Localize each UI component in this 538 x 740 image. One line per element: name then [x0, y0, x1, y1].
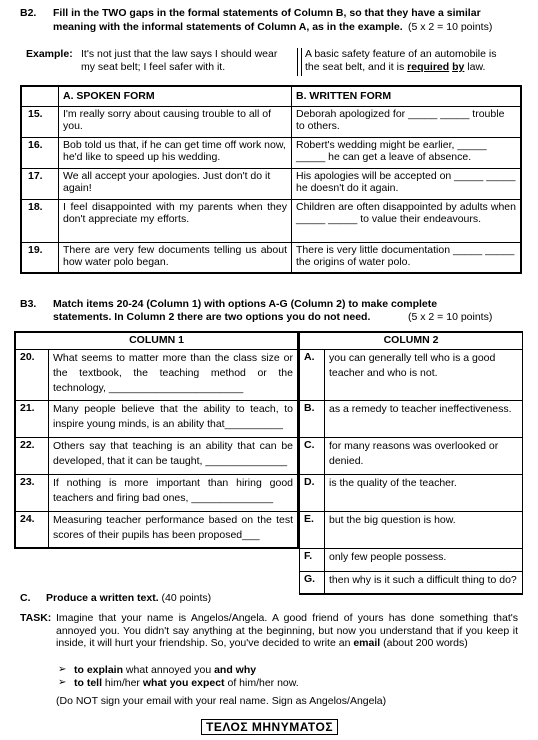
option-letter: C.	[300, 437, 325, 474]
row-number: 15.	[21, 106, 59, 137]
option-letter: A.	[300, 349, 325, 400]
option-text: but the big question is how.	[325, 511, 523, 548]
column1-header: COLUMN 1	[15, 332, 298, 349]
example-label: Example:	[26, 48, 73, 60]
written-form-cell[interactable]: There is very little documentation _____ _____ the origins of water polo.	[292, 242, 522, 273]
task-text: Imagine that your name is Angelos/Angela. A good friend of yours has done something that's annoyed you. You didn't say anything at the beginning, but now you understand that if you keep it inside, it will hurt your friendship. So, you've decided to write an email (about 200 words)	[56, 612, 518, 649]
spoken-form-cell: I'm really sorry about causing trouble to all of you.	[59, 106, 292, 137]
column2-header: COLUMN 2	[300, 332, 523, 349]
table-row	[21, 137, 521, 168]
item-text: Many people believe that the ability to teach, to inspire young minds, is an ability that__________	[49, 400, 299, 437]
option-text: then why is it such a difficult thing to do?	[325, 571, 523, 594]
arrow-bullet-icon: ➢	[58, 664, 67, 675]
written-form-cell[interactable]: Deborah apologized for _____ _____ trouble to others.	[292, 106, 522, 137]
row-number: 18.	[21, 199, 59, 242]
b2-instruction-line1: Fill in the TWO gaps in the formal statements of Column B, so that they have a similar	[53, 7, 481, 19]
b2-label: B2.	[20, 7, 37, 19]
list-item	[300, 571, 523, 594]
list-item	[15, 349, 298, 400]
item-number: 22.	[15, 437, 49, 474]
list-item	[15, 400, 298, 437]
spoken-form-cell: Bob told us that, if he can get time off work now, he'd like to speed up his wedding.	[59, 137, 292, 168]
item-number: 21.	[15, 400, 49, 437]
b2-points: (5 x 2 = 10 points)	[408, 21, 493, 33]
task-note: (Do NOT sign your email with your real name. Sign as Angelos/Angela)	[56, 695, 387, 707]
b2-header-num-cell	[21, 86, 59, 106]
written-form-cell[interactable]: Children are often disappointed by adults when _____ _____ to value their endeavours.	[292, 199, 522, 242]
b2-instruction-line2: meaning with the informal statements of Column A, as in the example.	[53, 21, 403, 33]
list-item	[15, 474, 298, 511]
task-email-word: email	[353, 637, 381, 649]
option-text: only few people possess.	[325, 548, 523, 571]
option-text: you can generally tell who is a good teacher and who is not.	[325, 349, 523, 400]
table-row	[21, 199, 521, 242]
list-item	[15, 437, 298, 474]
c-points: (40 points)	[161, 592, 212, 604]
list-item	[300, 474, 523, 511]
option-text: as a remedy to teacher ineffectiveness.	[325, 400, 523, 437]
task-bullet-explain: ➢ to explain what annoyed you and why	[58, 664, 257, 676]
list-item	[15, 511, 298, 548]
option-letter: E.	[300, 511, 325, 548]
option-letter: G.	[300, 571, 325, 594]
task-bullet-tell: ➢ to tell him/her what you expect of him/her now.	[58, 676, 299, 689]
item-text: If nothing is more important than hiring good teachers and firing bad ones, ______________	[49, 474, 299, 511]
item-text: What seems to matter more than the class size or the textbook, the teaching method or the technology, _______________________	[49, 349, 299, 400]
b2-table-header	[21, 86, 521, 106]
option-text: for many reasons was overlooked or denied.	[325, 437, 523, 474]
c-title-text: Produce a written text.	[46, 592, 159, 604]
example-separator	[297, 48, 302, 76]
spoken-form-cell: There are very few documents telling us about how water polo began.	[59, 242, 292, 273]
example-by-word: by	[452, 61, 465, 73]
b2-table	[20, 85, 522, 274]
item-number: 23.	[15, 474, 49, 511]
option-letter: F.	[300, 548, 325, 571]
row-number: 16.	[21, 137, 59, 168]
table-row	[21, 168, 521, 199]
b3-instruction-line2: statements. In Column 2 there are two options you do not need.	[53, 311, 371, 323]
option-letter: B.	[300, 400, 325, 437]
table-row	[21, 242, 521, 273]
arrow-bullet-icon: ➢	[58, 676, 67, 688]
column1-header-row	[15, 332, 298, 349]
option-letter: D.	[300, 474, 325, 511]
spoken-form-cell: I feel disappointed with my parents when they don't appreciate my efforts.	[59, 199, 292, 242]
b3-label: B3.	[20, 298, 37, 310]
list-item	[300, 349, 523, 400]
written-form-cell[interactable]: His apologies will be accepted on _____ _____ he doesn't do it again.	[292, 168, 522, 199]
example-spoken-line1: It's not just that the law says I should wear	[81, 48, 278, 60]
b3-points: (5 x 2 = 10 points)	[408, 311, 493, 323]
list-item	[300, 548, 523, 571]
b3-column2-table	[299, 331, 523, 595]
written-form-cell[interactable]: Robert's wedding might be earlier, _____ _____ he can get a leave of absence.	[292, 137, 522, 168]
row-number: 17.	[21, 168, 59, 199]
task-label: TASK:	[20, 612, 52, 624]
item-number: 24.	[15, 511, 49, 548]
task-bullets	[56, 664, 496, 689]
table-row	[21, 106, 521, 137]
list-item	[300, 400, 523, 437]
column2-header-row	[300, 332, 523, 349]
item-number: 20.	[15, 349, 49, 400]
b2-col-a-header: A. SPOKEN FORM	[59, 86, 292, 106]
example-spoken-line2: my seat belt; I feel safer with it.	[81, 61, 226, 73]
b2-col-b-header: B. WRITTEN FORM	[292, 86, 522, 106]
item-text: Measuring teacher performance based on the test scores of their pupils has been proposed___	[49, 511, 299, 548]
spoken-form-cell: We all accept your apologies. Just don't do it again!	[59, 168, 292, 199]
c-title	[46, 592, 211, 605]
item-text: Others say that teaching is an ability that can be developed, that it can be taught, ______________	[49, 437, 299, 474]
list-item	[300, 511, 523, 548]
row-number: 19.	[21, 242, 59, 273]
example-written-line2: the seat belt, and it is required by law.	[305, 61, 486, 73]
list-item	[300, 437, 523, 474]
c-label: C.	[20, 592, 31, 604]
example-required-word: required	[407, 61, 450, 73]
option-text: is the quality of the teacher.	[325, 474, 523, 511]
end-of-message-label: ΤΕΛΟΣ ΜΗΝΥΜΑΤΟΣ	[201, 719, 338, 735]
b3-column1-table	[14, 331, 299, 549]
b3-instruction-line1: Match items 20-24 (Column 1) with options A-G (Column 2) to make complete	[53, 298, 438, 310]
example-written-line1: A basic safety feature of an automobile is	[305, 48, 497, 60]
